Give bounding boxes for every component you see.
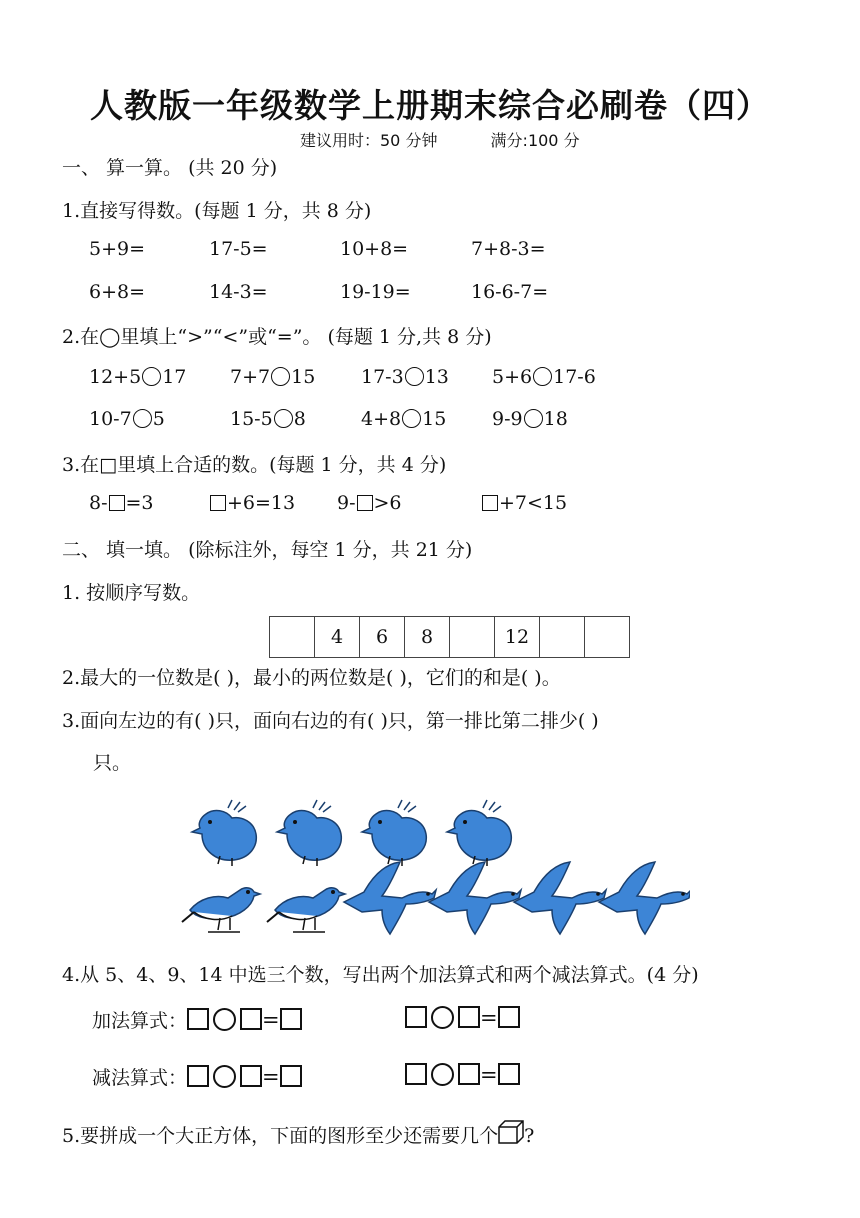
equals-sign: = [262,1008,280,1032]
blank-box[interactable] [240,1008,262,1030]
compare-circle[interactable] [402,409,421,428]
answer-box[interactable] [357,495,373,511]
problem: 17-5= [209,238,268,260]
q2-5-text: 5.要拼成一个大正方体，下面的图形至少还需要几个 [62,1125,499,1147]
expr-right: +6=13 [227,492,296,514]
blank-box[interactable] [458,1063,480,1085]
left-expr: 12+5 [89,366,142,388]
equals-sign: = [262,1065,280,1089]
right-expr: 13 [424,366,449,388]
operator-circle[interactable] [213,1008,236,1031]
equals-sign: = [480,1063,498,1087]
blank-box[interactable] [405,1006,427,1028]
blank-box[interactable] [240,1065,262,1087]
sequence-cell[interactable] [270,617,315,658]
blank-box[interactable] [280,1008,302,1030]
page-title: 人教版一年级数学上册期末综合必刷卷（四） [90,86,770,125]
q2-1-title: 1. 按顺序写数。 [62,582,201,604]
suggested-time: 建议用时：50 分钟 [300,131,438,150]
compare-circle[interactable] [271,367,290,386]
sequence-cell: 8 [405,617,450,658]
blank-box[interactable] [498,1063,520,1085]
problem: 7+8-3= [471,238,546,260]
q2-5 [62,1120,534,1148]
problem: 5+9= [89,238,146,260]
right-expr: 17-6 [553,366,596,388]
sequence-cell[interactable] [540,617,585,658]
q1-3-row [89,492,567,514]
q1-1-title: 1.直接写得数。(每题 1 分，共 8 分) [62,200,372,222]
question-mark: ? [524,1125,535,1147]
operator-circle[interactable] [431,1006,454,1029]
left-expr: 9-9 [492,408,523,430]
compare-circle[interactable] [524,409,543,428]
compare-circle[interactable] [274,409,293,428]
left-expr: 7+7 [230,366,271,388]
left-expr: 4+8 [361,408,402,430]
right-expr: 17 [162,366,187,388]
right-expr: 15 [291,366,316,388]
q2-3-line-2: 只。 [93,752,132,774]
addition-row [92,1006,302,1033]
operator-circle[interactable] [431,1063,454,1086]
q2-2: 2.最大的一位数是( )，最小的两位数是( )，它们的和是( )。 [62,667,561,689]
expr-left: 9- [337,492,356,514]
compare-circle[interactable] [533,367,552,386]
problem: 19-19= [340,281,411,303]
blank-box[interactable] [405,1063,427,1085]
blank-box[interactable] [458,1006,480,1028]
q1-3-title: 3.在□里填上合适的数。(每题 1 分，共 4 分) [62,454,447,476]
problem: 16-6-7= [471,281,549,303]
sequence-cell[interactable] [450,617,495,658]
problem: 10+8= [340,238,409,260]
addition-label: 加法算式： [92,1010,188,1032]
answer-box[interactable] [482,495,498,511]
expr-left: 8- [89,492,108,514]
q2-3-line-1: 3.面向左边的有( )只，面向右边的有( )只，第一排比第二排少( ) [62,710,599,732]
answer-box[interactable] [210,495,226,511]
addition-row-2 [405,1006,520,1030]
q1-1-row-2 [89,281,548,303]
right-expr: 5 [152,408,165,430]
right-expr: 18 [543,408,568,430]
right-expr: 15 [422,408,447,430]
subtraction-row-2 [405,1063,520,1087]
q1-2-title: 2.在◯里填上“>”“<”或“=”。 (每题 1 分,共 8 分) [62,326,492,348]
left-expr: 15-5 [230,408,273,430]
answer-box[interactable] [109,495,125,511]
q1-2-row-2 [89,408,568,430]
q1-1-row-1 [89,238,546,260]
left-expr: 5+6 [492,366,533,388]
problem: 6+8= [89,281,146,303]
number-sequence-table [269,616,630,658]
right-expr: 8 [293,408,306,430]
sequence-cell: 6 [360,617,405,658]
subtraction-row [92,1063,302,1090]
left-expr: 10-7 [89,408,132,430]
expr-right: >6 [373,492,402,514]
section-2-heading: 二、 填一填。 (除标注外，每空 1 分，共 21 分) [62,539,473,561]
cube-icon [498,1120,524,1144]
compare-circle[interactable] [405,367,424,386]
subtraction-label: 减法算式： [92,1067,188,1089]
q1-2-row-1 [89,366,596,388]
equals-sign: = [480,1006,498,1030]
expr-right: =3 [125,492,154,514]
blank-box[interactable] [498,1006,520,1028]
expr-right: +7<15 [499,492,568,514]
problem: 14-3= [209,281,268,303]
blank-box[interactable] [187,1065,209,1087]
blank-box[interactable] [187,1008,209,1030]
left-expr: 17-3 [361,366,404,388]
sequence-cell[interactable] [585,617,630,658]
section-1-heading: 一、 算一算。 (共 20 分) [62,157,278,179]
sequence-cell: 12 [495,617,540,658]
compare-circle[interactable] [142,367,161,386]
compare-circle[interactable] [133,409,152,428]
sequence-cell: 4 [315,617,360,658]
operator-circle[interactable] [213,1065,236,1088]
q2-4-title: 4.从 5、4、9、14 中选三个数，写出两个加法算式和两个减法算式。(4 分) [62,964,699,986]
birds-illustration [170,780,690,940]
full-score: 满分:100 分 [490,131,580,150]
blank-box[interactable] [280,1065,302,1087]
subtitle [300,128,628,151]
